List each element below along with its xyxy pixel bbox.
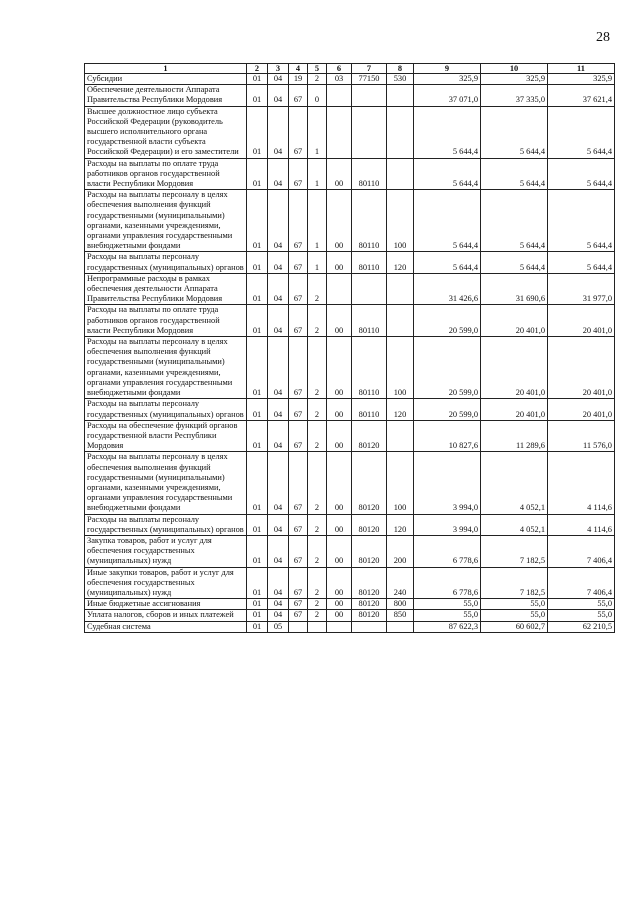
row-name: Субсидии	[85, 74, 247, 85]
code-cell: 01	[247, 399, 268, 420]
code-cell: 00	[327, 190, 352, 252]
table-row	[85, 74, 615, 85]
code-cell: 04	[268, 567, 289, 599]
column-header: 5	[308, 64, 327, 74]
column-header: 10	[481, 64, 548, 74]
row-name: Расходы на выплаты персоналу государственных (муниципальных) органов	[85, 252, 247, 273]
code-cell: 120	[387, 514, 414, 535]
table-row	[85, 535, 615, 567]
amount-cell: 20 401,0	[481, 399, 548, 420]
code-cell: 80120	[352, 610, 387, 621]
code-cell: 01	[247, 514, 268, 535]
table-row	[85, 452, 615, 514]
code-cell: 240	[387, 567, 414, 599]
amount-cell: 5 644,4	[481, 106, 548, 158]
amount-cell: 60 602,7	[481, 621, 548, 632]
amount-cell: 20 599,0	[414, 337, 481, 399]
code-cell: 2	[308, 305, 327, 337]
code-cell: 01	[247, 273, 268, 305]
code-cell: 00	[327, 514, 352, 535]
row-name: Закупка товаров, работ и услуг для обеспечения государственных (муниципальных) нужд	[85, 535, 247, 567]
code-cell: 80120	[352, 514, 387, 535]
column-header: 4	[289, 64, 308, 74]
code-cell: 01	[247, 106, 268, 158]
code-cell	[289, 621, 308, 632]
row-name: Расходы на выплаты персоналу государственных (муниципальных) органов	[85, 399, 247, 420]
amount-cell: 37 621,4	[548, 85, 615, 106]
column-header: 8	[387, 64, 414, 74]
code-cell: 67	[289, 599, 308, 610]
code-cell	[387, 305, 414, 337]
amount-cell: 6 778,6	[414, 535, 481, 567]
code-cell: 04	[268, 337, 289, 399]
header-row	[85, 64, 615, 74]
table-row	[85, 106, 615, 158]
table-row	[85, 190, 615, 252]
amount-cell: 7 406,4	[548, 567, 615, 599]
amount-cell: 3 994,0	[414, 452, 481, 514]
code-cell: 67	[289, 252, 308, 273]
amount-cell: 5 644,4	[481, 252, 548, 273]
code-cell: 00	[327, 567, 352, 599]
code-cell	[327, 106, 352, 158]
amount-cell: 55,0	[414, 599, 481, 610]
amount-cell: 6 778,6	[414, 567, 481, 599]
code-cell: 2	[308, 399, 327, 420]
code-cell: 850	[387, 610, 414, 621]
code-cell: 100	[387, 337, 414, 399]
budget-table	[84, 63, 615, 633]
amount-cell: 4 052,1	[481, 452, 548, 514]
amount-cell: 5 644,4	[548, 190, 615, 252]
code-cell: 04	[268, 106, 289, 158]
row-name: Иные бюджетные ассигнования	[85, 599, 247, 610]
table-row	[85, 305, 615, 337]
code-cell: 80110	[352, 399, 387, 420]
code-cell: 01	[247, 599, 268, 610]
row-name: Расходы на выплаты персоналу в целях обеспечения выполнения функций государственными (муниципальными) органами, казенными учреждениями, органами управления государственными внебюджетными фондами	[85, 190, 247, 252]
code-cell: 800	[387, 599, 414, 610]
code-cell	[352, 273, 387, 305]
code-cell: 80110	[352, 158, 387, 190]
amount-cell: 5 644,4	[414, 106, 481, 158]
amount-cell: 5 644,4	[481, 190, 548, 252]
code-cell: 80120	[352, 599, 387, 610]
table-row	[85, 514, 615, 535]
amount-cell: 55,0	[481, 610, 548, 621]
code-cell	[387, 621, 414, 632]
amount-cell: 11 289,6	[481, 420, 548, 452]
code-cell: 01	[247, 305, 268, 337]
code-cell: 04	[268, 535, 289, 567]
code-cell: 2	[308, 337, 327, 399]
code-cell: 00	[327, 305, 352, 337]
code-cell: 67	[289, 452, 308, 514]
column-header: 11	[548, 64, 615, 74]
row-name: Обеспечение деятельности Аппарата Правительства Республики Мордовия	[85, 85, 247, 106]
code-cell: 2	[308, 273, 327, 305]
row-name: Расходы на обеспечение функций органов государственной власти Республики Мордовия	[85, 420, 247, 452]
amount-cell: 4 114,6	[548, 452, 615, 514]
code-cell: 67	[289, 610, 308, 621]
amount-cell: 11 576,0	[548, 420, 615, 452]
code-cell: 77150	[352, 74, 387, 85]
code-cell: 01	[247, 190, 268, 252]
code-cell: 01	[247, 535, 268, 567]
amount-cell: 20 401,0	[548, 399, 615, 420]
code-cell	[308, 621, 327, 632]
amount-cell: 5 644,4	[548, 106, 615, 158]
code-cell: 80120	[352, 567, 387, 599]
code-cell: 04	[268, 514, 289, 535]
table-row	[85, 567, 615, 599]
row-name: Расходы на выплаты персоналу в целях обеспечения выполнения функций государственными (муниципальными) органами, казенными учреждениями, органами управления государственными внебюджетными фондами	[85, 452, 247, 514]
table-row	[85, 621, 615, 632]
code-cell	[387, 85, 414, 106]
amount-cell: 7 406,4	[548, 535, 615, 567]
code-cell: 67	[289, 337, 308, 399]
code-cell: 67	[289, 190, 308, 252]
amount-cell: 4 114,6	[548, 514, 615, 535]
code-cell: 04	[268, 74, 289, 85]
column-header: 7	[352, 64, 387, 74]
code-cell: 80110	[352, 190, 387, 252]
amount-cell: 31 690,6	[481, 273, 548, 305]
code-cell: 01	[247, 452, 268, 514]
column-header: 2	[247, 64, 268, 74]
code-cell: 530	[387, 74, 414, 85]
code-cell: 67	[289, 305, 308, 337]
amount-cell: 20 599,0	[414, 399, 481, 420]
column-header: 1	[85, 64, 247, 74]
code-cell: 00	[327, 610, 352, 621]
code-cell: 120	[387, 399, 414, 420]
amount-cell: 31 426,6	[414, 273, 481, 305]
code-cell: 80120	[352, 452, 387, 514]
code-cell: 2	[308, 610, 327, 621]
amount-cell: 20 401,0	[481, 305, 548, 337]
amount-cell: 5 644,4	[414, 158, 481, 190]
amount-cell: 55,0	[548, 610, 615, 621]
column-header: 3	[268, 64, 289, 74]
amount-cell: 4 052,1	[481, 514, 548, 535]
code-cell: 1	[308, 190, 327, 252]
code-cell: 04	[268, 273, 289, 305]
code-cell: 2	[308, 452, 327, 514]
code-cell: 1	[308, 252, 327, 273]
amount-cell: 20 401,0	[548, 337, 615, 399]
page-number: 28	[596, 30, 610, 45]
table-body	[85, 74, 615, 633]
table-row	[85, 252, 615, 273]
code-cell: 01	[247, 621, 268, 632]
code-cell: 80110	[352, 337, 387, 399]
code-cell: 00	[327, 599, 352, 610]
amount-cell: 37 071,0	[414, 85, 481, 106]
amount-cell: 55,0	[414, 610, 481, 621]
row-name: Непрограммные расходы в рамках обеспечения деятельности Аппарата Правительства Республики Мордовия	[85, 273, 247, 305]
amount-cell: 325,9	[414, 74, 481, 85]
code-cell: 04	[268, 599, 289, 610]
code-cell: 67	[289, 85, 308, 106]
code-cell: 04	[268, 305, 289, 337]
row-name: Судебная система	[85, 621, 247, 632]
code-cell: 00	[327, 535, 352, 567]
column-header: 9	[414, 64, 481, 74]
code-cell: 05	[268, 621, 289, 632]
code-cell	[387, 106, 414, 158]
row-name: Расходы на выплаты по оплате труда работников органов государственной власти Республики Мордовия	[85, 158, 247, 190]
row-name: Иные закупки товаров, работ и услуг для обеспечения государственных (муниципальных) нужд	[85, 567, 247, 599]
code-cell: 2	[308, 514, 327, 535]
code-cell: 04	[268, 190, 289, 252]
code-cell: 04	[268, 420, 289, 452]
code-cell: 01	[247, 420, 268, 452]
code-cell: 00	[327, 252, 352, 273]
code-cell	[387, 420, 414, 452]
code-cell: 67	[289, 567, 308, 599]
code-cell: 67	[289, 514, 308, 535]
amount-cell: 5 644,4	[481, 158, 548, 190]
table-row	[85, 599, 615, 610]
amount-cell: 10 827,6	[414, 420, 481, 452]
code-cell: 80110	[352, 305, 387, 337]
row-name: Уплата налогов, сборов и иных платежей	[85, 610, 247, 621]
table-row	[85, 85, 615, 106]
code-cell: 01	[247, 567, 268, 599]
code-cell: 03	[327, 74, 352, 85]
amount-cell: 5 644,4	[414, 190, 481, 252]
code-cell: 200	[387, 535, 414, 567]
code-cell: 00	[327, 452, 352, 514]
code-cell: 00	[327, 337, 352, 399]
code-cell: 04	[268, 399, 289, 420]
code-cell	[352, 106, 387, 158]
code-cell: 67	[289, 158, 308, 190]
row-name: Расходы на выплаты персоналу государственных (муниципальных) органов	[85, 514, 247, 535]
code-cell: 01	[247, 337, 268, 399]
code-cell: 01	[247, 252, 268, 273]
code-cell: 2	[308, 420, 327, 452]
amount-cell: 3 994,0	[414, 514, 481, 535]
code-cell	[387, 158, 414, 190]
code-cell: 2	[308, 535, 327, 567]
code-cell: 00	[327, 420, 352, 452]
amount-cell: 62 210,5	[548, 621, 615, 632]
code-cell	[327, 273, 352, 305]
code-cell: 100	[387, 190, 414, 252]
code-cell	[352, 85, 387, 106]
table-row	[85, 399, 615, 420]
code-cell: 04	[268, 610, 289, 621]
amount-cell: 20 401,0	[548, 305, 615, 337]
code-cell: 00	[327, 158, 352, 190]
code-cell: 01	[247, 85, 268, 106]
amount-cell: 55,0	[481, 599, 548, 610]
code-cell	[327, 85, 352, 106]
amount-cell: 87 622,3	[414, 621, 481, 632]
code-cell: 67	[289, 273, 308, 305]
code-cell: 2	[308, 599, 327, 610]
code-cell: 1	[308, 158, 327, 190]
amount-cell: 20 401,0	[481, 337, 548, 399]
code-cell: 01	[247, 158, 268, 190]
code-cell: 04	[268, 252, 289, 273]
code-cell: 00	[327, 399, 352, 420]
code-cell: 120	[387, 252, 414, 273]
row-name: Расходы на выплаты персоналу в целях обеспечения выполнения функций государственными (муниципальными) органами, казенными учреждениями, органами управления государственными внебюджетными фондами	[85, 337, 247, 399]
table-row	[85, 610, 615, 621]
code-cell	[352, 621, 387, 632]
code-cell: 67	[289, 399, 308, 420]
table-row	[85, 158, 615, 190]
code-cell: 04	[268, 158, 289, 190]
column-header: 6	[327, 64, 352, 74]
code-cell: 67	[289, 106, 308, 158]
code-cell: 0	[308, 85, 327, 106]
amount-cell: 7 182,5	[481, 535, 548, 567]
code-cell	[327, 621, 352, 632]
code-cell: 67	[289, 535, 308, 567]
amount-cell: 5 644,4	[548, 158, 615, 190]
row-name: Расходы на выплаты по оплате труда работников органов государственной власти Республики Мордовия	[85, 305, 247, 337]
code-cell: 2	[308, 74, 327, 85]
amount-cell: 5 644,4	[548, 252, 615, 273]
amount-cell: 37 335,0	[481, 85, 548, 106]
table-row	[85, 337, 615, 399]
amount-cell: 325,9	[548, 74, 615, 85]
code-cell: 80110	[352, 252, 387, 273]
code-cell: 01	[247, 74, 268, 85]
amount-cell: 20 599,0	[414, 305, 481, 337]
code-cell: 2	[308, 567, 327, 599]
code-cell	[387, 273, 414, 305]
code-cell: 19	[289, 74, 308, 85]
amount-cell: 325,9	[481, 74, 548, 85]
code-cell: 67	[289, 420, 308, 452]
code-cell: 80120	[352, 535, 387, 567]
table-row	[85, 420, 615, 452]
table-row	[85, 273, 615, 305]
code-cell: 04	[268, 452, 289, 514]
code-cell: 80120	[352, 420, 387, 452]
code-cell: 04	[268, 85, 289, 106]
amount-cell: 7 182,5	[481, 567, 548, 599]
code-cell: 100	[387, 452, 414, 514]
code-cell: 1	[308, 106, 327, 158]
amount-cell: 5 644,4	[414, 252, 481, 273]
amount-cell: 55,0	[548, 599, 615, 610]
code-cell: 01	[247, 610, 268, 621]
amount-cell: 31 977,0	[548, 273, 615, 305]
row-name: Высшее должностное лицо субъекта Российской Федерации (руководитель высшего исполнительного органа государственной власти субъекта Российской Федерации) и его заместители	[85, 106, 247, 158]
